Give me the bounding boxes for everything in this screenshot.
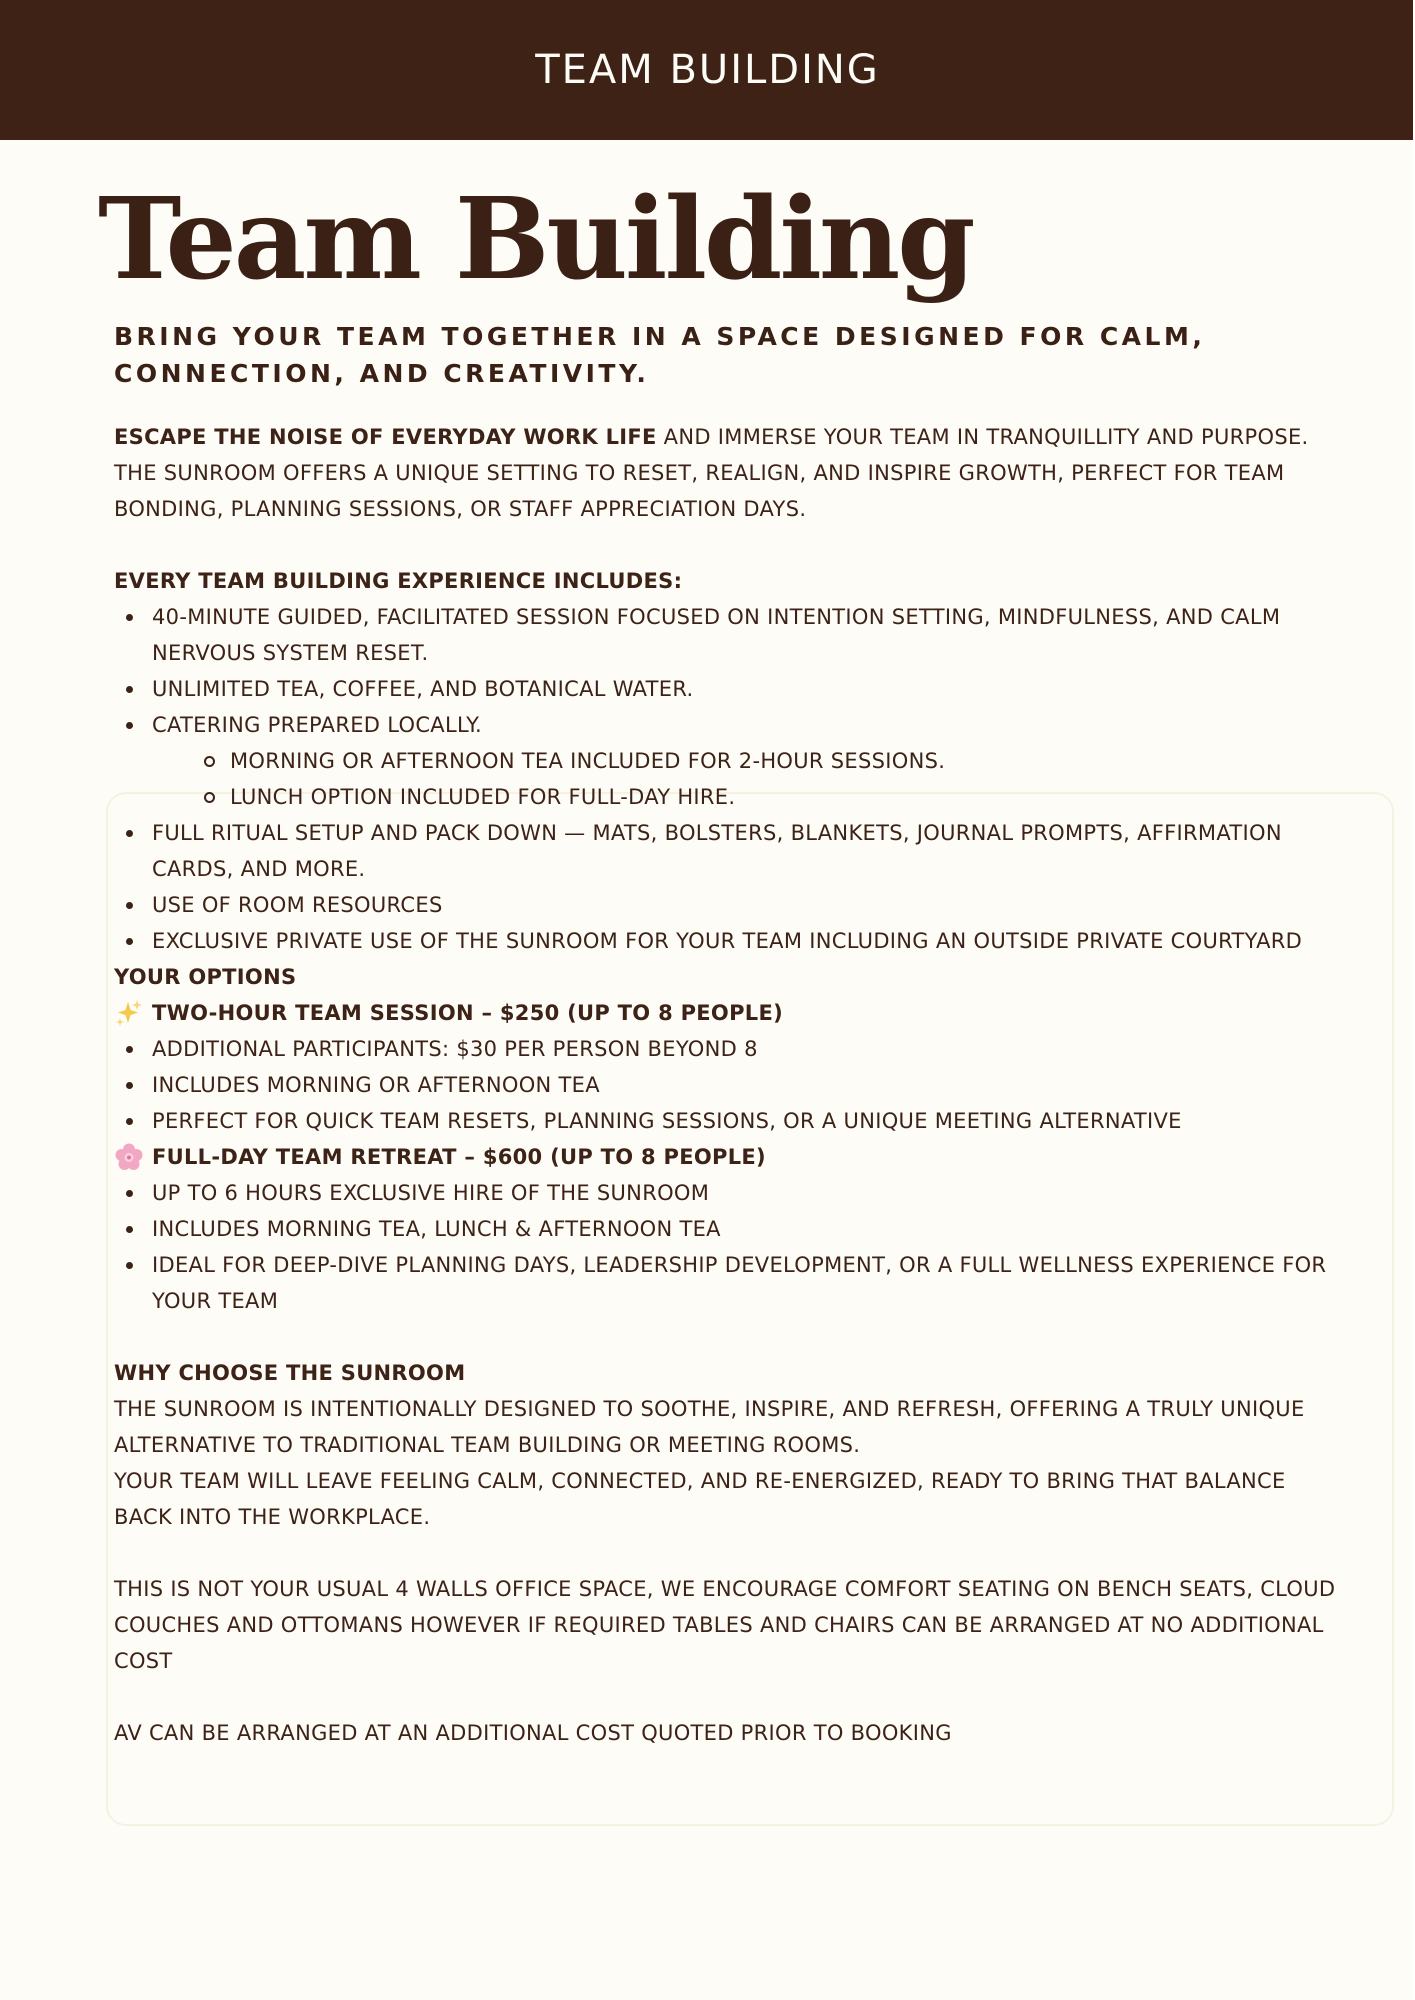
why-paragraph-4: AV CAN BE ARRANGED AT AN ADDITIONAL COST QUOTED PRIOR TO BOOKING: [114, 1721, 952, 1745]
why-paragraph-2: YOUR TEAM WILL LEAVE FEELING CALM, CONNECTED, AND RE-ENERGIZED, READY TO BRING THAT BALANCE BACK INTO THE WORKPLACE.: [114, 1469, 1286, 1529]
cherry-blossom-icon: [114, 1142, 144, 1172]
option-two-hour-list: [114, 1031, 1344, 1139]
option-full-day-title: [114, 1139, 1344, 1175]
list-item: USE OF ROOM RESOURCES: [114, 887, 1344, 923]
list-item: INCLUDES MORNING TEA, LUNCH & AFTERNOON TEA: [114, 1211, 1344, 1247]
page-content: [98, 140, 1344, 1751]
intro-lead-bold: ESCAPE THE NOISE OF EVERYDAY WORK LIFE: [114, 425, 657, 449]
list-item: PERFECT FOR QUICK TEAM RESETS, PLANNING SESSIONS, OR A UNIQUE MEETING ALTERNATIVE: [114, 1103, 1344, 1139]
intro-paragraph: THE SUNROOM OFFERS A UNIQUE SETTING TO RESET, REALIGN, AND INSPIRE GROWTH, PERFECT FOR TEAM BONDING, PLANNING SESSIONS, OR STAFF APPRECIATION DAYS.: [114, 461, 1285, 521]
includes-list: [114, 599, 1344, 959]
list-item: UNLIMITED TEA, COFFEE, AND BOTANICAL WATER.: [114, 671, 1344, 707]
list-item: [114, 707, 1344, 815]
why-paragraph-1: THE SUNROOM IS INTENTIONALLY DESIGNED TO SOOTHE, INSPIRE, AND REFRESH, OFFERING A TRULY UNIQUE ALTERNATIVE TO TRADITIONAL TEAM BUILDING OR MEETING ROOMS.: [114, 1397, 1305, 1457]
option-full-day-list: [114, 1175, 1344, 1319]
header-bar: [0, 0, 1415, 140]
header-title: TEAM BUILDING: [535, 47, 880, 93]
option-full-day-label: FULL-DAY TEAM RETREAT – $600 (UP TO 8 PEOPLE): [152, 1145, 766, 1169]
page-title: Team Building: [98, 174, 973, 305]
sublist-item: MORNING OR AFTERNOON TEA INCLUDED FOR 2-HOUR SESSIONS.: [152, 743, 1344, 779]
list-item: UP TO 6 HOURS EXCLUSIVE HIRE OF THE SUNROOM: [114, 1175, 1344, 1211]
option-two-hour-title: [114, 995, 1344, 1031]
why-paragraph-3: THIS IS NOT YOUR USUAL 4 WALLS OFFICE SPACE, WE ENCOURAGE COMFORT SEATING ON BENCH SEATS, CLOUD COUCHES AND OTTOMANS HOWEVER IF REQUIRED TABLES AND CHAIRS CAN BE ARRANGED AT NO ADDITIONAL COST: [114, 1577, 1336, 1673]
spacer: [114, 1319, 1344, 1355]
spacer: [114, 1535, 1344, 1571]
intro-lead: [114, 419, 1344, 455]
list-item: EXCLUSIVE PRIVATE USE OF THE SUNROOM FOR YOUR TEAM INCLUDING AN OUTSIDE PRIVATE COURTYARD: [114, 923, 1344, 959]
page-subtitle: BRING YOUR TEAM TOGETHER IN A SPACE DESIGNED FOR CALM, CONNECTION, AND CREATIVITY.: [114, 322, 1206, 388]
spacer: [114, 1679, 1344, 1715]
sparkles-icon: [114, 998, 144, 1028]
includes-heading: EVERY TEAM BUILDING EXPERIENCE INCLUDES:: [114, 569, 683, 593]
list-item: INCLUDES MORNING OR AFTERNOON TEA: [114, 1067, 1344, 1103]
list-item: IDEAL FOR DEEP-DIVE PLANNING DAYS, LEADERSHIP DEVELOPMENT, OR A FULL WELLNESS EXPERIENCE FOR YOUR TEAM: [114, 1247, 1344, 1319]
list-item-label: CATERING PREPARED LOCALLY.: [152, 713, 483, 737]
catering-sublist: [152, 743, 1344, 815]
list-item: 40-MINUTE GUIDED, FACILITATED SESSION FOCUSED ON INTENTION SETTING, MINDFULNESS, AND CALM NERVOUS SYSTEM RESET.: [114, 599, 1344, 671]
options-heading: YOUR OPTIONS: [114, 965, 297, 989]
list-item: ADDITIONAL PARTICIPANTS: $30 PER PERSON BEYOND 8: [114, 1031, 1344, 1067]
intro-lead-rest: AND IMMERSE YOUR TEAM IN TRANQUILLITY AND PURPOSE.: [656, 425, 1309, 449]
option-two-hour-label: TWO-HOUR TEAM SESSION – $250 (UP TO 8 PEOPLE): [152, 1001, 783, 1025]
sublist-item: LUNCH OPTION INCLUDED FOR FULL-DAY HIRE.: [152, 779, 1344, 815]
list-item: FULL RITUAL SETUP AND PACK DOWN — MATS, BOLSTERS, BLANKETS, JOURNAL PROMPTS, AFFIRMATION CARDS, AND MORE.: [114, 815, 1344, 887]
spacer: [114, 527, 1344, 563]
why-heading: WHY CHOOSE THE SUNROOM: [114, 1361, 466, 1385]
